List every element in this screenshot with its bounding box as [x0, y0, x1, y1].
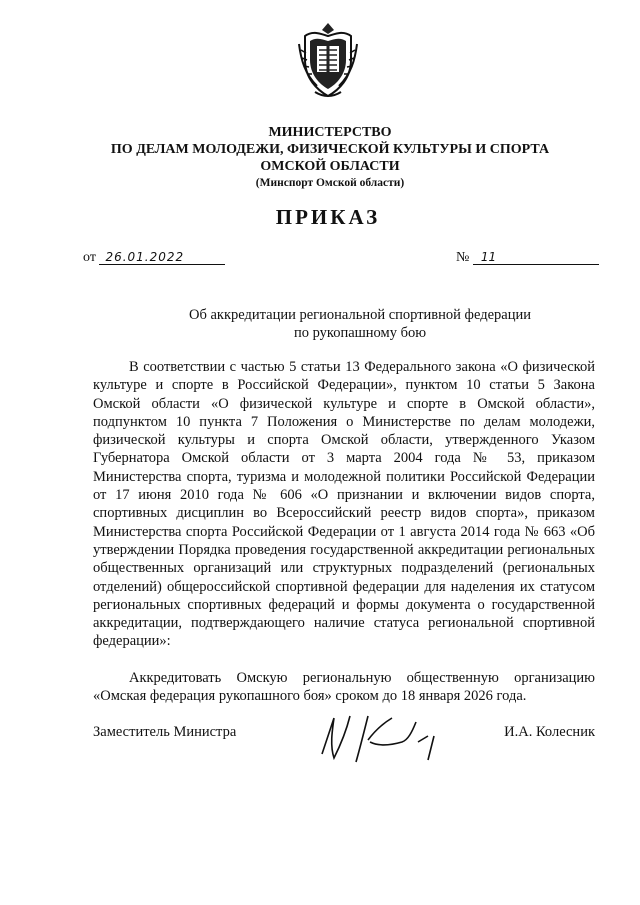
signer-name: И.А. Колесник: [504, 724, 595, 740]
ministry-name-line2: ПО ДЕЛАМ МОЛОДЕЖИ, ФИЗИЧЕСКОЙ КУЛЬТУРЫ И СПОРТА: [110, 142, 550, 157]
ministry-name-line3: ОМСКОЙ ОБЛАСТИ: [260, 159, 400, 174]
ministry-header: [80, 124, 580, 192]
order-date-value: 26.01.2022: [99, 250, 225, 265]
preamble-paragraph: В соответствии с частью 5 статьи 13 Федерального закона «О физической культуре и спорте в Российской Федерации», пунктом 10 статьи 5 Закона Омской области «О физической культуре и спорте в Омской области», подпунктом 10 пункта 7 Положения о Министерстве по делам молодежи, физической культуры и спорта Омской области, утвержденного Указом Губернатора Омской области от 3 марта 2004 года № 53, приказом Министерства спорта, туризма и молодежной политики Российской Федерации от 17 июня 2010 года № 606 «О признании и включении видов спорта, спортивных дисциплин во Всероссийский реестр видов спорта», приказом Министерства спорта Российской Федерации от 1 августа 2014 года № 663 «Об утверждении Порядка проведения государственной аккредитации региональных общественных организаций или структурных подразделений (региональных отделений) общероссийской спортивной федерации для наделения их статусом региональных спортивных федераций и формы документа о государственной аккредитации, подтверждающего наличие статуса региональной спортивной федерации»:: [93, 359, 595, 650]
decision-paragraph: Аккредитовать Омскую региональную общественную организацию «Омская федерация рукопашного боя» сроком до 18 января 2026 года.: [93, 669, 595, 705]
order-body: [93, 358, 595, 723]
order-number-value: 11: [473, 250, 599, 265]
order-title: ПРИКАЗ: [275, 205, 381, 229]
number-prefix: №: [456, 250, 470, 265]
coat-of-arms-icon: [295, 20, 361, 100]
subject-line1: Об аккредитации региональной спортивной федерации: [189, 307, 531, 323]
date-prefix: от: [83, 250, 96, 265]
signer-position: Заместитель Министра: [93, 724, 237, 740]
order-subject: [160, 306, 560, 342]
ministry-short-name: (Минспорт Омской области): [255, 177, 405, 189]
order-date-line: [83, 250, 225, 266]
handwritten-signature: [312, 702, 452, 772]
subject-line2: по рукопашному бою: [293, 325, 427, 341]
order-number-line: [456, 250, 599, 266]
ministry-name-line1: МИНИСТЕРСТВО: [268, 125, 392, 140]
